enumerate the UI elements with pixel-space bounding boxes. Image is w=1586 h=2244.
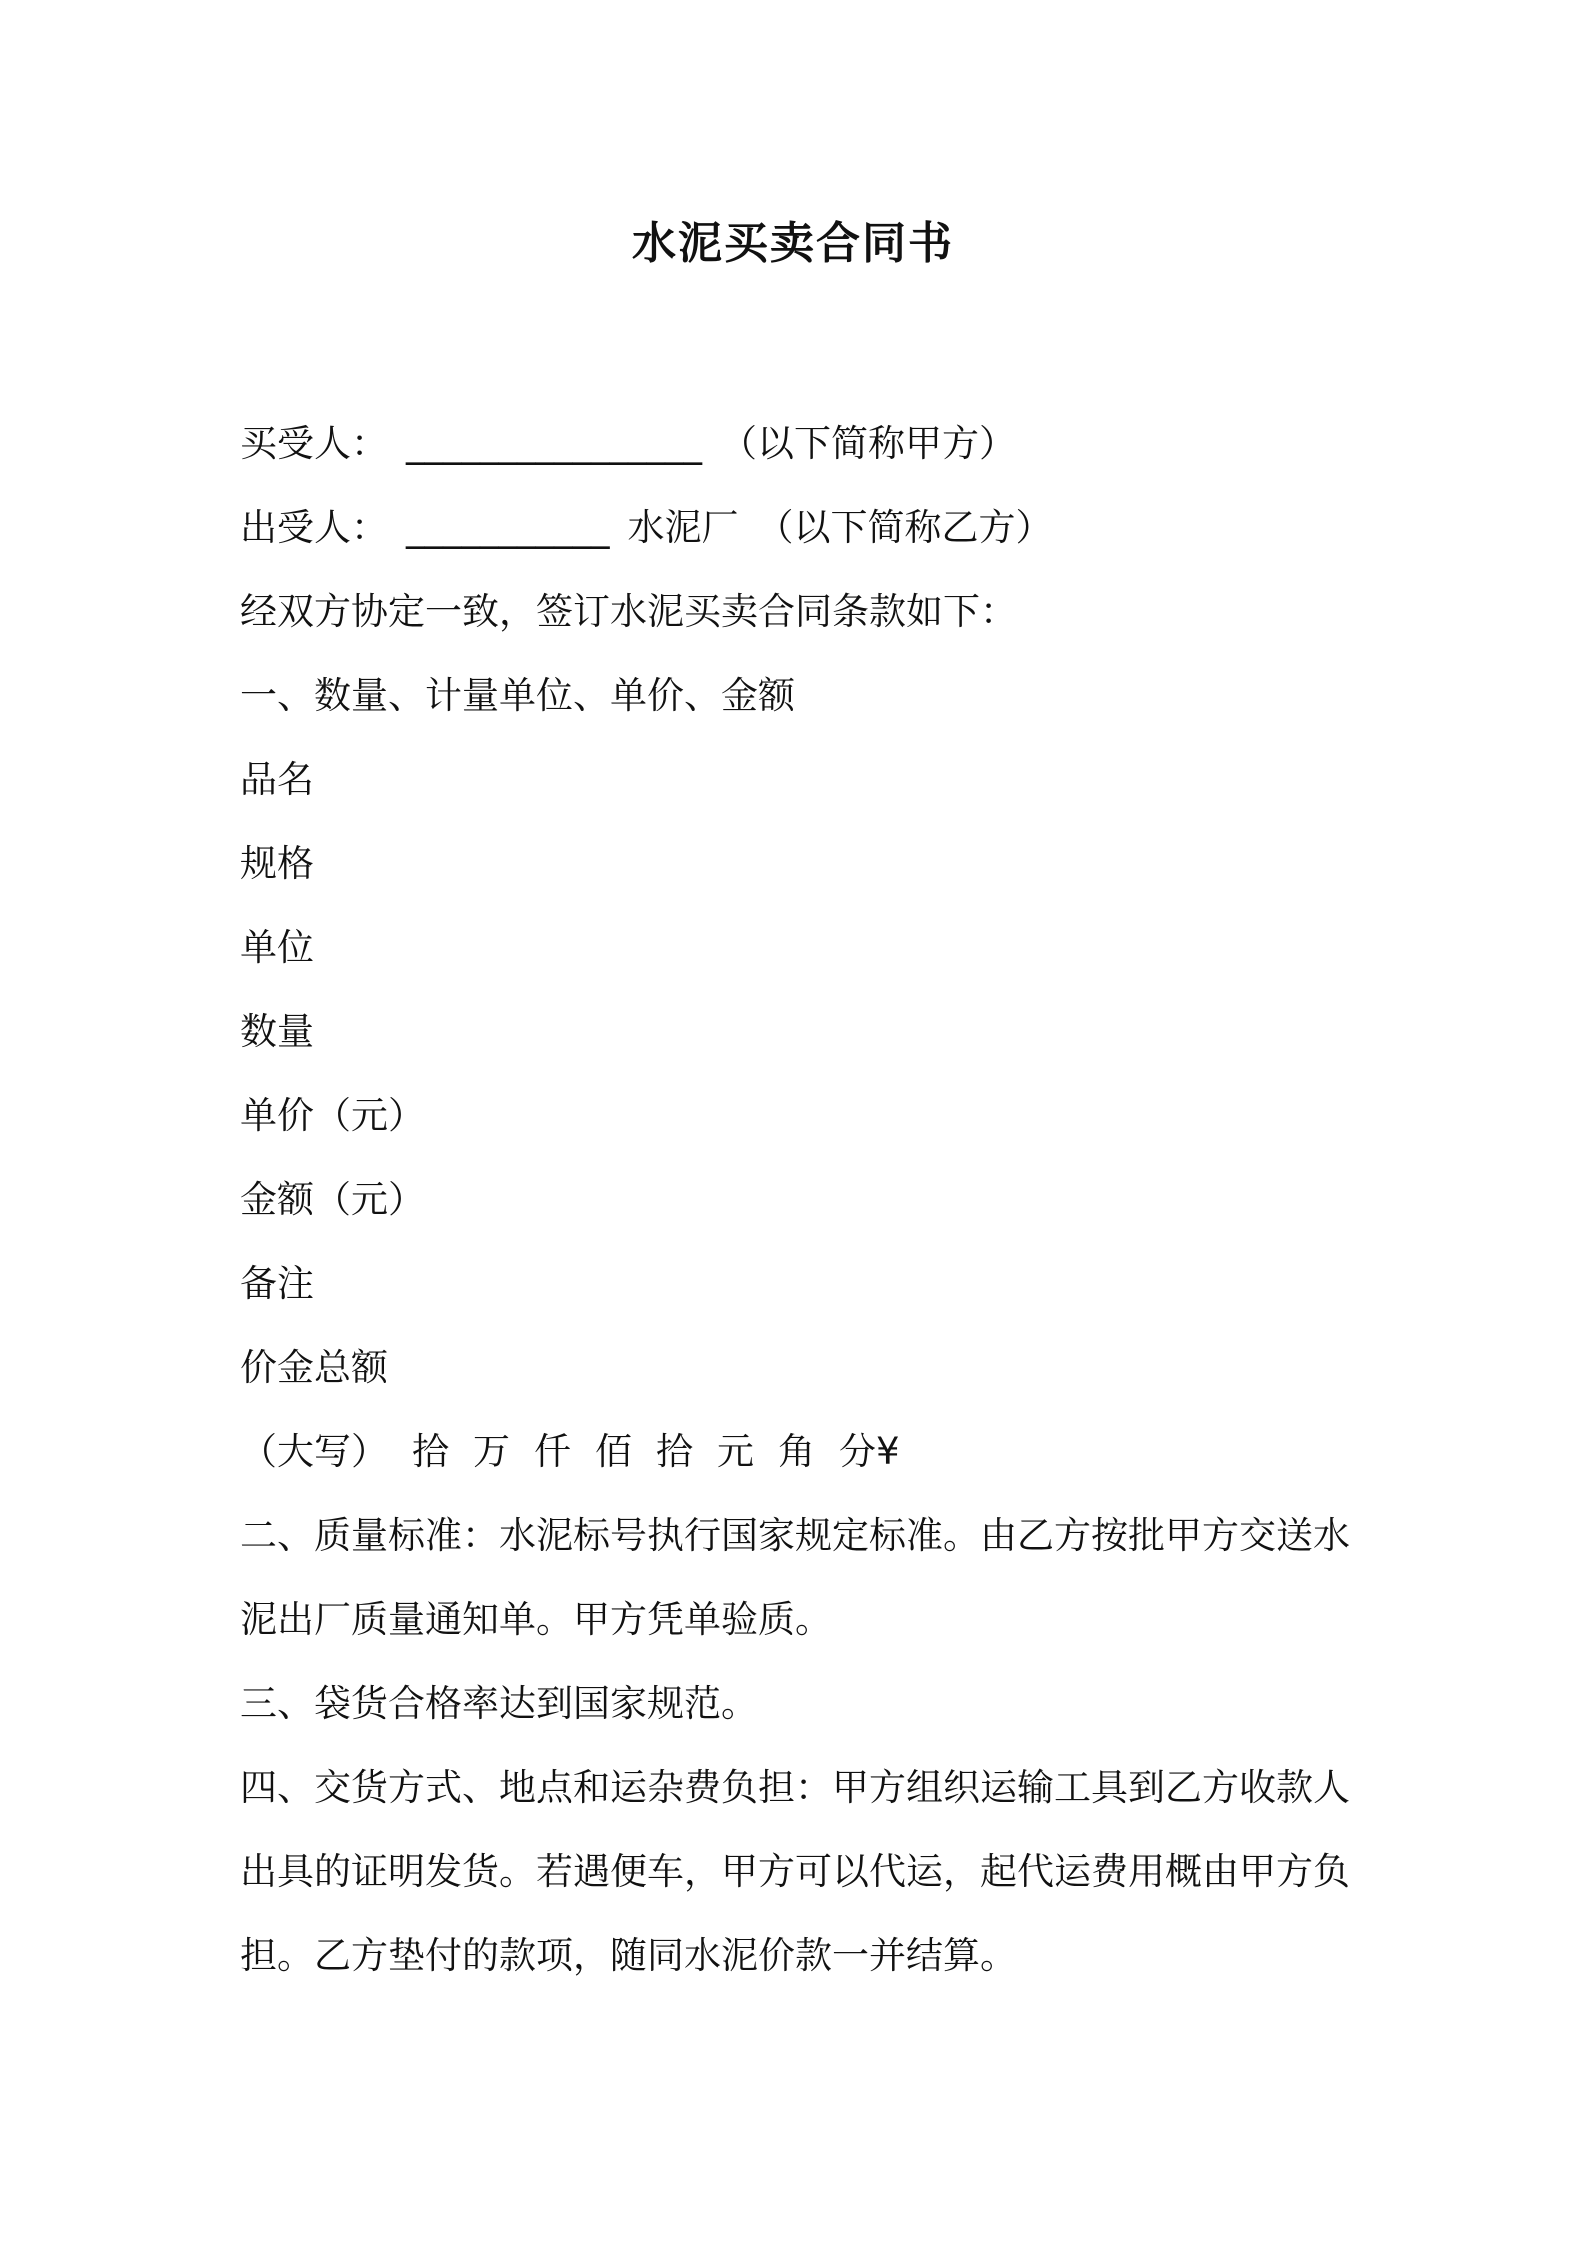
item-label: 单位: [240, 926, 314, 969]
section2-paragraph: 二、质量标准：水泥标号执行国家规定标准。由乙方按批甲方交送水泥出厂质量通知单。甲方凭单验质。: [240, 1514, 1350, 1641]
capital-unit: 拾: [412, 1430, 449, 1473]
document-title: 水泥买卖合同书: [632, 218, 954, 269]
buyer-name-blank: ________________: [406, 422, 702, 465]
item-label: 备注: [240, 1262, 314, 1305]
capital-label: （大写）: [240, 1430, 388, 1473]
item-label: 规格: [240, 842, 314, 885]
capital-unit: 佰: [595, 1430, 632, 1473]
capital-unit: 角: [778, 1430, 815, 1473]
seller-label: 出受人：: [240, 506, 388, 549]
buyer-alias: （以下简称甲方）: [720, 422, 1016, 465]
buyer-line: [240, 402, 1360, 486]
seller-name-blank: ___________: [406, 506, 610, 549]
item-label: 品名: [240, 758, 314, 801]
section4-paragraph: 四、交货方式、地点和运杂费负担：甲方组织运输工具到乙方收款人出具的证明发货。若遇便车，甲方可以代运，起代运费用概由甲方负担。乙方垫付的款项，随同水泥价款一并结算。: [240, 1766, 1350, 1977]
capital-amount-line: [240, 1410, 1360, 1494]
capital-unit: 分¥: [839, 1430, 900, 1473]
capital-unit: 拾: [656, 1430, 693, 1473]
capital-unit: 元: [717, 1430, 754, 1473]
capital-unit: 仟: [534, 1430, 571, 1473]
document-body: [240, 402, 1360, 1998]
seller-factory: 水泥厂: [627, 506, 739, 549]
seller-alias: （以下简称乙方）: [756, 506, 1053, 549]
capital-unit: 万: [473, 1430, 510, 1473]
section1-heading: 一、数量、计量单位、单价、金额: [240, 674, 795, 717]
seller-line: [240, 486, 1360, 570]
intro-text: 经双方协定一致，签订水泥买卖合同条款如下：: [240, 590, 1017, 633]
section3-paragraph: 三、袋货合格率达到国家规范。: [240, 1682, 758, 1725]
item-label: 金额（元）: [240, 1178, 425, 1221]
item-label: 单价（元）: [240, 1094, 425, 1137]
item-label: 价金总额: [240, 1346, 388, 1389]
item-label: 数量: [240, 1010, 314, 1053]
buyer-label: 买受人：: [240, 422, 388, 465]
